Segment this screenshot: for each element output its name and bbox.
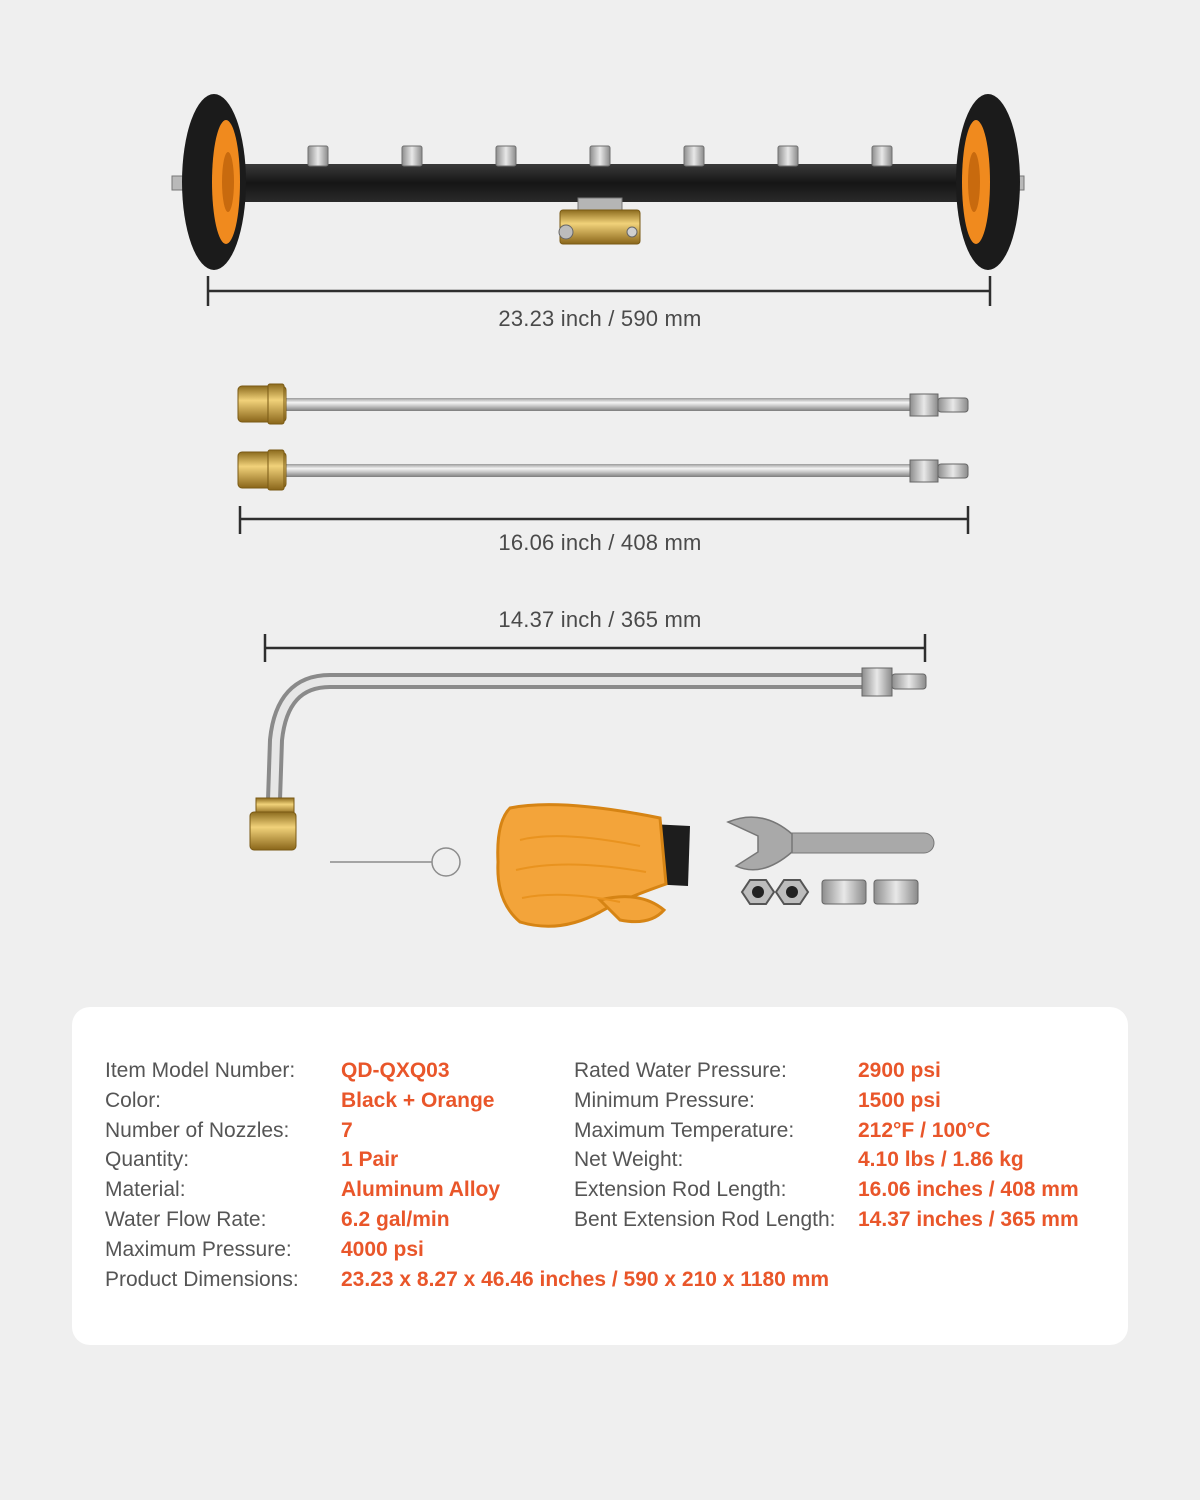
spec-value: 212°F / 100°C (858, 1118, 991, 1142)
spec-label: Color: (105, 1088, 162, 1112)
spec-label: Product Dimensions: (105, 1267, 299, 1291)
spec-row (574, 1145, 1114, 1175)
spec-label: Extension Rod Length: (574, 1178, 787, 1202)
spec-label: Quantity: (105, 1148, 190, 1172)
spec-label: Net Weight: (574, 1148, 684, 1172)
spec-value: 14.37 inches / 365 mm (858, 1207, 1079, 1231)
spec-label: Bent Extension Rod Length: (574, 1207, 836, 1231)
hardware-parts-image (742, 880, 918, 904)
spec-label: Water Flow Rate: (105, 1207, 267, 1231)
spec-label: Number of Nozzles: (105, 1118, 290, 1142)
cleaning-needle-image (330, 848, 460, 876)
extension-rod-image (238, 384, 968, 424)
spec-value: Aluminum Alloy (341, 1178, 501, 1202)
spec-value: 4000 psi (341, 1237, 424, 1261)
spec-label: Material: (105, 1178, 186, 1202)
dimension-line-bent-rod (265, 634, 925, 662)
spec-value: Black + Orange (341, 1088, 495, 1112)
spec-value: 4.10 lbs / 1.86 kg (858, 1148, 1024, 1172)
spec-label: Minimum Pressure: (574, 1088, 755, 1112)
extension-rod-image (238, 450, 968, 490)
spec-value: 16.06 inches / 408 mm (858, 1178, 1079, 1202)
spec-value: 7 (341, 1118, 353, 1142)
spec-value: 2900 psi (858, 1059, 941, 1082)
spec-row (574, 1205, 1114, 1235)
width-dimension-label: 23.23 inch / 590 mm (498, 306, 702, 331)
dimension-line-width (208, 276, 990, 306)
spec-value: 1 Pair (341, 1148, 399, 1172)
spec-row (574, 1175, 1114, 1205)
spec-row (105, 1235, 865, 1265)
spec-value: QD-QXQ03 (341, 1059, 450, 1082)
spec-value: 23.23 x 8.27 x 46.46 inches / 590 x 210 x 1180 mm (341, 1267, 830, 1291)
spec-row (105, 1265, 865, 1295)
spec-label: Maximum Pressure: (105, 1237, 292, 1261)
spec-row (574, 1086, 1114, 1116)
wrench-image (728, 817, 934, 870)
spec-label: Item Model Number: (105, 1059, 296, 1082)
spec-row (574, 1116, 1114, 1146)
rod-dimension-label: 16.06 inch / 408 mm (498, 530, 702, 555)
spec-row (574, 1056, 1114, 1086)
spec-label: Rated Water Pressure: (574, 1059, 787, 1082)
cleaning-mitt-image (498, 805, 690, 927)
undercarriage-cleaner-image (172, 94, 1024, 270)
bent-rod-dimension-label: 14.37 inch / 365 mm (498, 607, 702, 632)
spec-label: Maximum Temperature: (574, 1118, 795, 1142)
spec-value: 6.2 gal/min (341, 1207, 450, 1231)
spec-value: 1500 psi (858, 1088, 941, 1112)
specs-right-column (574, 1056, 1114, 1235)
